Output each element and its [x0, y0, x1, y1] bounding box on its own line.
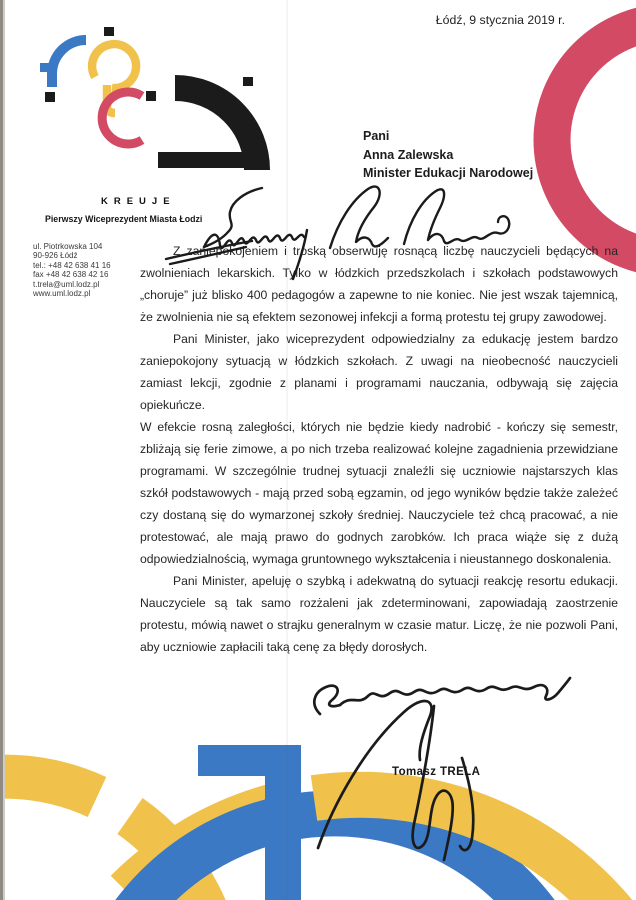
lodz-kreuje-logo	[30, 25, 340, 225]
sender-address-line: t.trela@uml.lodz.pl	[33, 279, 100, 289]
sender-address-line: tel.: +48 42 638 41 16	[33, 260, 111, 270]
sender-address-line: fax +48 42 638 42 16	[33, 270, 109, 280]
logo-letter-z-bar	[158, 152, 255, 168]
sender-address-line: www.uml.lodz.pl	[33, 289, 91, 299]
logo-letter-o-yellow	[92, 44, 136, 88]
letter-paragraph: W efekcie rosną zaległości, których nie będzie kiedy nadrobić - kończy się semestr, zbliżają się ferie zimowe, a po nich trzeba realizować kolejne zagadnienia przewidziane programami. W szczególnie trudnej sytuacji znaleźli się uczniowie najstarszych klas szkół podstawowych - mają przed sobą egzamin, od jego wyników będzie także zależeć czy dostaną się do wymarzonej szkoły średniej. Nauczyciele też chcą pracować, a nie protestować, ale mają prawo do godnych zarobków. Ich praca wiąże się z dużą odpowiedzialnością, wymaga gruntownego wykształcenia i nieustannego doskonalenia.	[140, 420, 618, 566]
recipient-position: Minister Edukacji Narodowej	[363, 166, 534, 180]
letter-paragraph: Pani Minister, jako wiceprezydent odpowiedzialny za edukację jestem bardzo zaniepokojony sytuacją w łódzkich szkołach. Z uwagi na nieobecność nauczycieli zamiast lekcji, zgodnie z planami i programami nauczania, odbywają się zajęcia opiekuńcze.	[140, 332, 618, 412]
logo-letter-l-blue	[52, 40, 86, 87]
signer-name: Tomasz TRELA	[392, 766, 481, 778]
recipient-block	[363, 127, 533, 183]
logo-kreuje-label: KREUJE	[101, 196, 176, 207]
logo-dot-square	[146, 91, 156, 101]
sender-title: Pierwszy Wiceprezydent Miasta Łodzi	[45, 214, 203, 224]
logo-dot-square	[45, 92, 55, 102]
letter-date: Łódź, 9 stycznia 2019 r.	[435, 13, 565, 27]
logo-accent-square	[104, 27, 114, 36]
logo-letter-l-crossbar	[40, 63, 50, 72]
recipient-salutation: Pani	[363, 129, 390, 143]
sender-address-line: 90-926 Łódź	[33, 251, 78, 261]
letter-paragraph: Pani Minister, apeluję o szybką i adekwatną do sytuacji reakcję resortu edukacji. Nauczyciele są tak samo rozżaleni jak zdeterminowani, zapowiadają zaostrzenie protestu, mówią nawet o strajku generalnym w czasie matur. Liczę, że nie pozwoli Pani, aby uczniowie zapłacili taką cenę za błędy dorosłych.	[140, 574, 618, 654]
logo-letter-z-accent	[243, 77, 253, 86]
scanner-edge-shadow	[0, 0, 7, 900]
red-ring-decoration	[552, 22, 636, 258]
recipient-name: Anna Zalewska	[363, 147, 454, 162]
bottom-blue-letter-arm	[198, 745, 298, 776]
letter-paragraph: Z zaniepokojeniem i troską obserwuję rosnącą liczbę nauczycieli będących na zwolnieniach lekarskich. Tylko w łódzkich przedszkolach i szkołach podstawowych „choruje” już blisko 400 pedagogów a zapewne to nie koniec. Nie jest wszak tajemnicą, że zwolnienia nie są efektem sezonowej infekcji a formą protestu tej grupy zawodowej.	[140, 244, 618, 324]
sender-address-line: ul. Piotrkowska 104	[33, 242, 103, 251]
sender-address-block	[33, 242, 111, 298]
letter-body	[140, 240, 618, 658]
logo-letter-d-red	[102, 92, 142, 144]
bottom-yellow-ring-left	[0, 777, 97, 797]
